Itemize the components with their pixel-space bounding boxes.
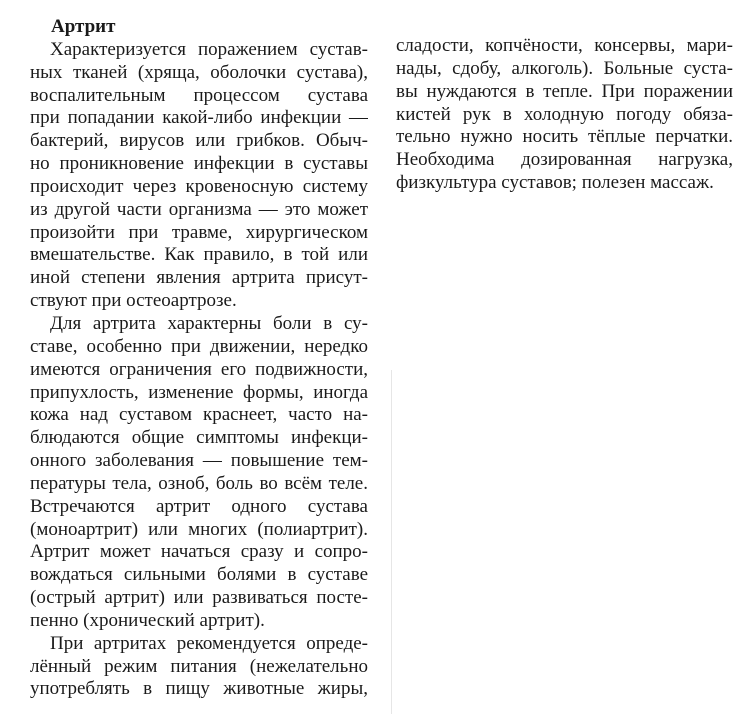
text-line: вмешательстве. Как правило, в той или <box>30 244 368 266</box>
text-line: блюдаются общие симптомы инфекци- <box>30 427 368 449</box>
text-line: но проникновение инфекции в суставы <box>30 153 368 175</box>
text-line: физкультура суставов; полезен массаж. <box>396 172 714 194</box>
text-line: кистей рук в холодную погоду обяза- <box>396 103 733 125</box>
text-line: нады, сдобу, алкоголь). Больные суста- <box>396 57 733 79</box>
text-line: (острый артрит) или развиваться посте- <box>30 587 368 609</box>
text-line: вождаться сильными болями в суставе <box>30 564 368 586</box>
text-line: лённый режим питания (нежелательно <box>30 655 368 677</box>
left-column <box>30 16 368 701</box>
text-line: бактерий, вирусов или грибков. Обыч- <box>30 130 368 152</box>
text-line: сладости, копчёности, консервы, мари- <box>396 35 733 56</box>
section-heading: Артрит <box>51 16 116 37</box>
text-line: имеются ограничения его подвижности, <box>30 358 368 380</box>
text-line: при попадании какой-либо инфекции — <box>30 107 368 129</box>
text-line: пературы тела, озноб, боль во всём теле. <box>30 472 368 494</box>
text-line: онного заболевания — повышение тем- <box>30 450 368 472</box>
text-line: употреблять в пищу животные жиры, <box>30 678 368 700</box>
text-line: ствуют при остеоартрозе. <box>30 290 237 312</box>
text-line: происходит через кровеносную систему <box>30 175 368 197</box>
column-divider <box>391 370 392 714</box>
text-line: При артритах рекомендуется опреде- <box>50 632 368 654</box>
text-line: Характеризуется поражением сустав- <box>50 38 368 60</box>
text-line: тельно нужно носить тёплые перчатки. <box>396 126 733 148</box>
text-line: иной степени явления артрита присут- <box>30 267 368 289</box>
text-line: ных тканей (хряща, оболочки сустава), <box>30 61 368 83</box>
text-line: кожа над суставом краснеет, часто на- <box>30 404 368 426</box>
text-line: припухлость, изменение формы, иногда <box>30 381 368 403</box>
text-line: Встречаются артрит одного сустава <box>30 495 368 517</box>
text-line: ставе, особенно при движении, нередко <box>30 335 368 357</box>
text-line: произойти при травме, хирургическом <box>30 221 368 243</box>
text-line: Для артрита характерны боли в су- <box>50 312 368 334</box>
text-line: воспалительным процессом сустава <box>30 84 368 106</box>
text-line: вы нуждаются в тепле. При поражении <box>396 80 733 102</box>
text-line: Артрит может начаться сразу и сопро- <box>30 541 368 563</box>
text-line: пенно (хронический артрит). <box>30 609 265 631</box>
text-line: из другой части организма — это может <box>30 198 368 220</box>
text-line: Необходима дозированная нагрузка, <box>396 149 733 171</box>
right-column <box>396 35 733 195</box>
text-line: (моноартрит) или многих (полиартрит). <box>30 518 368 540</box>
